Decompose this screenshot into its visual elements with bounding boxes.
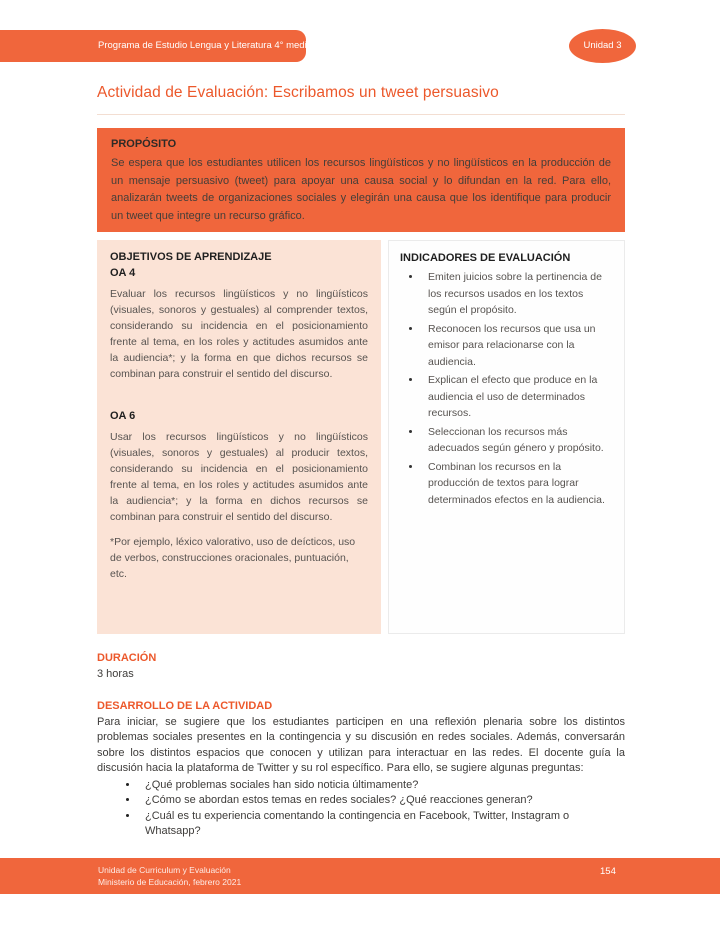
desarrollo-intro: Para iniciar, se sugiere que los estudiantes participen en una reflexión plenaria sobre los distintos problemas sociales presentes en la contingencia y su discusión en redes sociales. Además, conversarán sobre los distintos espacios que conocen y utilizan para interactuar en las redes. El docente guía la discusión hacia la plataforma de Twitter y su rol específico. Para ello, se sugiere algunas preguntas: xyxy=(97,715,625,774)
indicador-item: • Seleccionan los recursos más adecuados según género y propósito. xyxy=(422,424,613,457)
objetivos-box xyxy=(97,240,381,634)
proposito-box xyxy=(97,128,625,232)
indicadores-list xyxy=(400,269,613,508)
indicadores-box xyxy=(388,240,625,634)
proposito-body: Se espera que los estudiantes utilicen los recursos lingüísticos y no lingüísticos en la producción de un mensaje persuasivo (tweet) para apoyar una causa social y lo difundan en la red. Para ello, analizarán tweets de organizaciones sociales y elegirán una causa que los identifique para producir un tweet que integre un recurso gráfico. xyxy=(111,157,611,222)
page-number: 154 xyxy=(600,866,616,877)
oa-indicadores-columns xyxy=(97,240,625,634)
oa4-text: Evaluar los recursos lingüísticos y no lingüísticos (visuales, sonoros y gestuales) al comprender textos, considerando su incidencia en el posicionamiento frente al tema, en los roles y actitudes asumidos ante la audiencia*; y la forma en que dichos recursos se combinan para construir el sentido del discurso. xyxy=(110,288,368,380)
page-title: Actividad de Evaluación: Escribamos un tweet persuasivo xyxy=(97,84,499,101)
objetivos-heading: OBJETIVOS DE APRENDIZAJE xyxy=(110,251,272,263)
indicador-item: • Emiten juicios sobre la pertinencia de los recursos usados en los textos según el propósito. xyxy=(422,269,613,319)
proposito-heading: PROPÓSITO xyxy=(111,138,177,150)
indicador-item: • Explican el efecto que produce en la audiencia el uso de determinados recursos. xyxy=(422,372,613,422)
footer-ministry: Ministerio de Educación, febrero 2021 xyxy=(98,877,242,887)
oa6-text: Usar los recursos lingüísticos y no lingüísticos (visuales, sonoros y gestuales) al producir textos, considerando su incidencia en el posicionamiento frente al tema, en los roles y actitudes asumidos ante la audiencia*; y la forma en dichos recursos se combinan para construir el sentido del discurso. xyxy=(110,431,368,523)
unit-badge: Unidad 3 xyxy=(569,29,636,63)
duracion-heading: DURACIÓN xyxy=(97,652,157,664)
title-divider xyxy=(97,114,625,115)
oa6-code: OA 6 xyxy=(110,410,136,422)
question-item: • ¿Cuál es tu experiencia comentando la contingencia en Facebook, Twitter, Instagram o Whatsapp? xyxy=(139,809,625,840)
objetivos-footnote: *Por ejemplo, léxico valorativo, uso de deícticos, uso de verbos, construcciones oracionales, puntuación, etc. xyxy=(110,536,356,580)
program-badge: Programa de Estudio Lengua y Literatura 4° medio xyxy=(0,30,306,62)
desarrollo-questions xyxy=(111,778,625,840)
activity-details xyxy=(97,650,625,840)
oa4-code: OA 4 xyxy=(110,267,136,279)
question-item: • ¿Qué problemas sociales han sido noticia últimamente? xyxy=(139,778,625,794)
indicador-item: • Combinan los recursos en la producción de textos para lograr determinados efectos en la audiencia. xyxy=(422,459,613,509)
duracion-value: 3 horas xyxy=(97,668,134,680)
desarrollo-heading: DESARROLLO DE LA ACTIVIDAD xyxy=(97,699,273,712)
footer-org: Unidad de Curriculum y Evaluación xyxy=(98,865,231,875)
question-item: • ¿Cómo se abordan estos temas en redes sociales? ¿Qué reacciones generan? xyxy=(139,793,625,809)
page-footer xyxy=(0,858,720,894)
indicadores-heading: INDICADORES DE EVALUACIÓN xyxy=(400,252,571,264)
indicador-item: • Reconocen los recursos que usa un emisor para relacionarse con la audiencia. xyxy=(422,321,613,371)
